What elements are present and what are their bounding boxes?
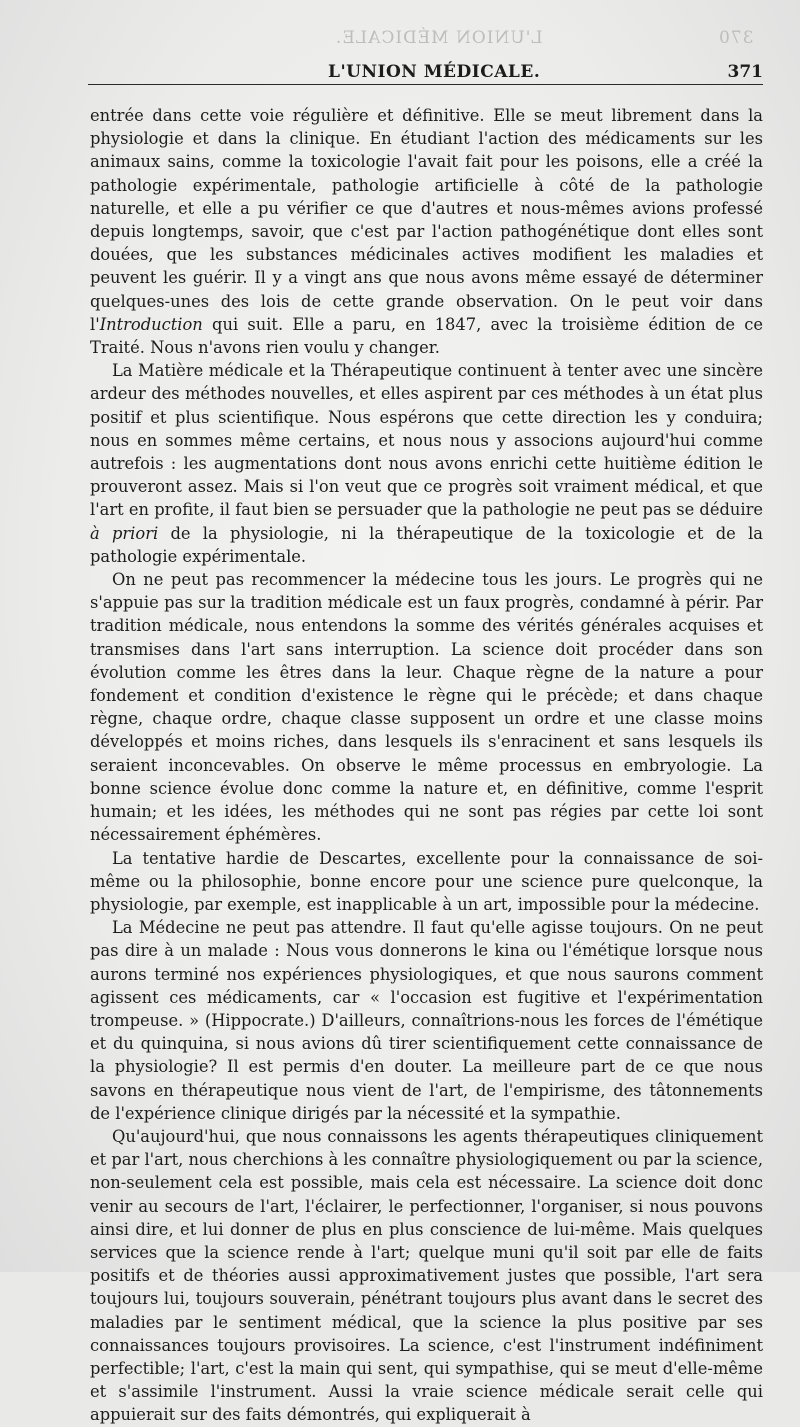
body-text — [90, 104, 763, 1427]
bleed-through-title: L'UNION MÉDICALE. — [335, 28, 543, 48]
emphasis-introduction: Introduction — [99, 314, 203, 334]
running-header — [88, 62, 763, 84]
paragraph-6: Qu'aujourd'hui, que nous connaissons les agents thérapeutiques cliniquement et par l'art, nous cherchions à les connaître physiologiquement ou par la science, non-seulement cela est possible, mais cela est nécessaire. La science doit donc venir au secours de l'art, l'éclairer, le perfectionner, l'organiser, si nous pouvons ainsi dire, et lui donner de plus en plus conscience de lui-même. Mais quelques services que la science rende à l'art; quelque muni qu'il soit par elle de faits positifs et de théories aussi approximativement justes que possible, l'art sera toujours lui, toujours souverain, pénétrant toujours plus avant dans le secret des maladies par le sentiment médical, que la science la plus positive par ses connaissances toujours provisoires. La science, c'est l'instrument indéfiniment perfectible; l'art, c'est la main qui sent, qui sympathise, qui se meut d'elle-même et s'assimile l'instrument. Aussi la vraie science médicale serait celle qui appuierait sur des faits démontrés, qui expliquerait à — [90, 1126, 763, 1425]
paragraph-3: On ne peut pas recommencer la médecine tous les jours. Le progrès qui ne s'appuie pas sur la tradition médicale est un faux progrès, condamné à périr. Par tradition médicale, nous entendons la somme des vérités générales acquises et transmises dans l'art sans interruption. La science doit procéder dans son évolution comme les êtres dans la leur. Chaque règne de la nature a pour fondement et condition d'existence le règne qui le précède; et dans chaque règne, chaque ordre, chaque classe supposent un ordre et une classe moins développés et moins riches, dans lesquels ils s'enracinent et sans lesquels ils seraient inconcevables. On observe le même processus en embryologie. La bonne science évolue donc comme la nature et, en définitive, comme l'esprit humain; et les idées, les méthodes qui ne sont pas régies par cette loi sont nécessairement éphémères. — [90, 570, 763, 845]
page-number: 371 — [727, 62, 763, 82]
header-rule — [88, 84, 763, 85]
paragraph-5: La Médecine ne peut pas attendre. Il faut qu'elle agisse toujours. On ne peut pas dire à un malade : Nous vous donnerons le kina ou l'émétique lorsque nous aurons terminé nos expériences physiologiques, et que nous saurons comment agissent ces médicaments, car « l'occasion est fugitive et l'expérimentation trompeuse. » (Hippocrate.) D'ailleurs, connaîtrions-nous les forces de l'émétique et du quinquina, si nous avions dû tirer scientifiquement cette connaissance de la physiologie? Il est permis d'en douter. La meilleure part de ce que nous savons en thérapeutique nous vient de l'art, de l'empirisme, des tâtonnements de l'expérience clinique dirigés par la nécessité et la sympathie. — [90, 918, 763, 1123]
paragraph-1: entrée dans cette voie régulière et définitive. Elle se meut librement dans la physiologie et dans la clinique. En étudiant l'action des médicaments sur les animaux sains, comme la toxicologie l'avait fait pour les poisons, elle a créé la pathologie expérimentale, pathologie artificielle à côté de la pathologie naturelle, et elle a pu vérifier ce que d'autres et nous-mêmes avions professé depuis longtemps, savoir, que c'est par l'action pathogénétique dont elles sont douées, que les substances médicinales actives modifient les maladies et peuvent les guérir. Il y a vingt ans que nous avons même essayé de déterminer quelques-unes des lois de cette grande observation. On le peut voir dans l'Introduction qui suit. Elle a paru, en 1847, avec la troisième édition de ce Traité. Nous n'avons rien voulu y changer. — [90, 106, 763, 358]
paragraph-4: La tentative hardie de Descartes, excellente pour la connaissance de soi-même ou la philosophie, bonne encore pour une science pure quelconque, la physiologie, par exemple, est inapplicable à un art, impossible pour la médecine. — [90, 848, 763, 914]
paragraph-2: La Matière médicale et la Thérapeutique continuent à tenter avec une sincère ardeur des méthodes nouvelles, et elles aspirent par ces méthodes à un état plus positif et plus scientifique. Nous espérons que cette direction les y conduira; nous en sommes même certains, et nous nous y associons aujourd'hui comme autrefois : les augmentations dont nous avons enrichi cette huitième édition le prouveront assez. Mais si l'on veut que ce progrès soit vraiment médical, et que l'art en profite, il faut bien se persuader que la pathologie ne peut pas se déduire à priori de la physiologie, ni la thérapeutique de la toxicologie et de la pathologie expérimentale. — [90, 361, 763, 566]
journal-title: L'UNION MÉDICALE. — [328, 62, 541, 82]
bleed-through-page-number: 370 — [718, 28, 754, 48]
emphasis-a-priori: à priori — [90, 523, 159, 543]
